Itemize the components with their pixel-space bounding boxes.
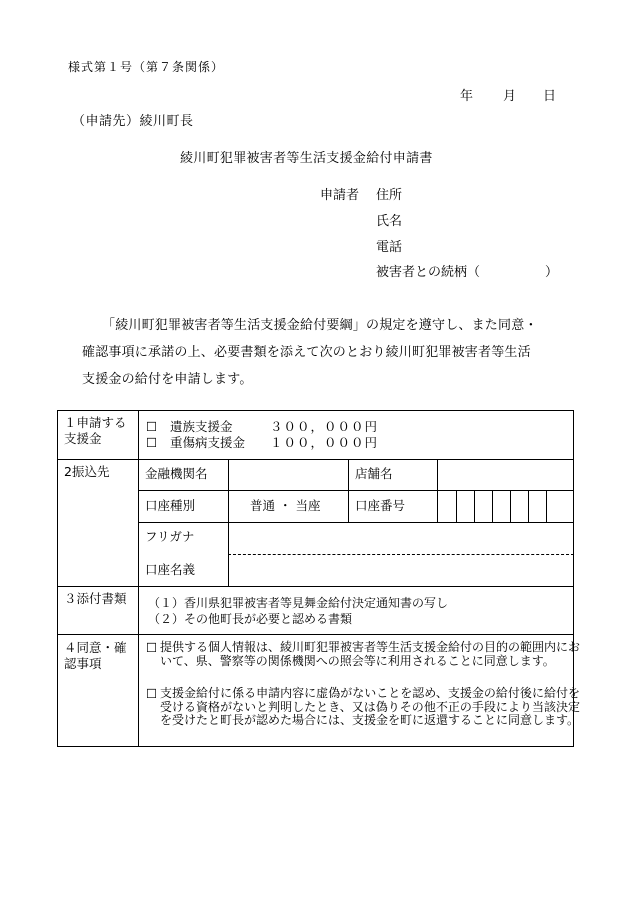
document-title: 綾川町犯罪被害者等生活支援金給付申請書 — [180, 151, 433, 166]
account-type-label: 口座種別 — [145, 498, 196, 513]
consent-text-2: 支援金給付に係る申請内容に虚偽がないことを認め、支援金の給付後に給付を受ける資格がないと判明したとき、又は偽りその他不正の手段により当該決定を受けたと町長が認めた場合には、支援金を町に返還することに同意します。 — [160, 686, 580, 728]
bank-right-divider — [437, 459, 438, 522]
date-day-label: 日 — [543, 89, 557, 104]
intro-line-1: 「綾川町犯罪被害者等生活支援金給付要綱」の規定を遵守し、また同意・ — [102, 318, 538, 333]
consent-checkbox-2[interactable]: ☐ — [146, 686, 158, 701]
account-type-options[interactable]: 普通 ・ 当座 — [250, 498, 321, 513]
attachment-item-1: （１）香川県犯罪被害者等見舞金給付決定通知書の写し — [148, 596, 449, 610]
applicant-address-label: 住所 — [376, 188, 403, 203]
option-bereaved-label: 遺族支援金 — [170, 419, 233, 434]
applicant-relation-label: 被害者との続柄（ ） — [376, 265, 559, 280]
date-month-label: 月 — [503, 89, 517, 104]
row-divider — [57, 459, 574, 460]
option-bereaved-amount: ３００，０００円 — [270, 419, 379, 434]
bank-middle-divider — [348, 459, 349, 522]
applicant-name-label: 氏名 — [376, 214, 403, 229]
label-column-divider — [138, 410, 139, 747]
row4-label-line1: ４同意・確 — [64, 640, 127, 655]
digit-box-divider — [456, 490, 457, 522]
row-divider — [138, 522, 574, 523]
recipient: （申請先）綾川町長 — [72, 114, 194, 129]
digit-box-divider — [492, 490, 493, 522]
row1-label-line1: １申請する — [64, 415, 127, 430]
row-divider — [57, 634, 574, 635]
row4-label-line2: 認事項 — [64, 656, 102, 671]
date-year-label: 年 — [460, 89, 474, 104]
intro-line-2: 確認事項に承諾の上、必要書類を添えて次のとおり綾川町犯罪被害者等生活 — [82, 345, 531, 360]
checkbox-bereaved[interactable]: ☐ — [146, 419, 158, 434]
furigana-label: フリガナ — [145, 529, 195, 544]
row3-label: ３添付書類 — [64, 591, 127, 606]
form-number-label: 様式第１号（第７条関係） — [68, 60, 225, 74]
digit-box-divider — [546, 490, 547, 522]
applicant-label: 申請者 — [320, 188, 360, 203]
consent-checkbox-1[interactable]: ☐ — [146, 640, 158, 655]
furigana-divider — [228, 554, 574, 555]
option-serious-injury-label: 重傷病支援金 — [170, 435, 246, 450]
account-holder-label: 口座名義 — [145, 562, 196, 577]
row2-label: 2振込先 — [64, 464, 110, 479]
digit-box-divider — [528, 490, 529, 522]
bank-label-divider — [228, 459, 229, 586]
intro-paragraph — [60, 312, 580, 393]
digit-box-divider — [474, 490, 475, 522]
checkbox-serious-injury[interactable]: ☐ — [146, 435, 158, 450]
intro-line-3: 支援金の給付を申請します。 — [82, 372, 253, 387]
digit-box-divider — [510, 490, 511, 522]
row-divider — [138, 490, 574, 491]
account-number-label: 口座番号 — [355, 498, 406, 513]
applicant-phone-label: 電話 — [376, 240, 403, 255]
bank-name-label: 金融機関名 — [145, 466, 208, 481]
row-divider — [57, 586, 574, 587]
row1-label-line2: 支援金 — [64, 431, 102, 446]
consent-text-1: 提供する個人情報は、綾川町犯罪被害者等生活支援金給付の目的の範囲内において、県、警察等の関係機関への照会等に利用されることに同意します。 — [160, 640, 581, 668]
branch-name-label: 店舗名 — [355, 466, 393, 481]
attachment-item-2: （２）その他町長が必要と認める書類 — [148, 612, 353, 626]
option-serious-injury-amount: １００，０００円 — [270, 435, 379, 450]
